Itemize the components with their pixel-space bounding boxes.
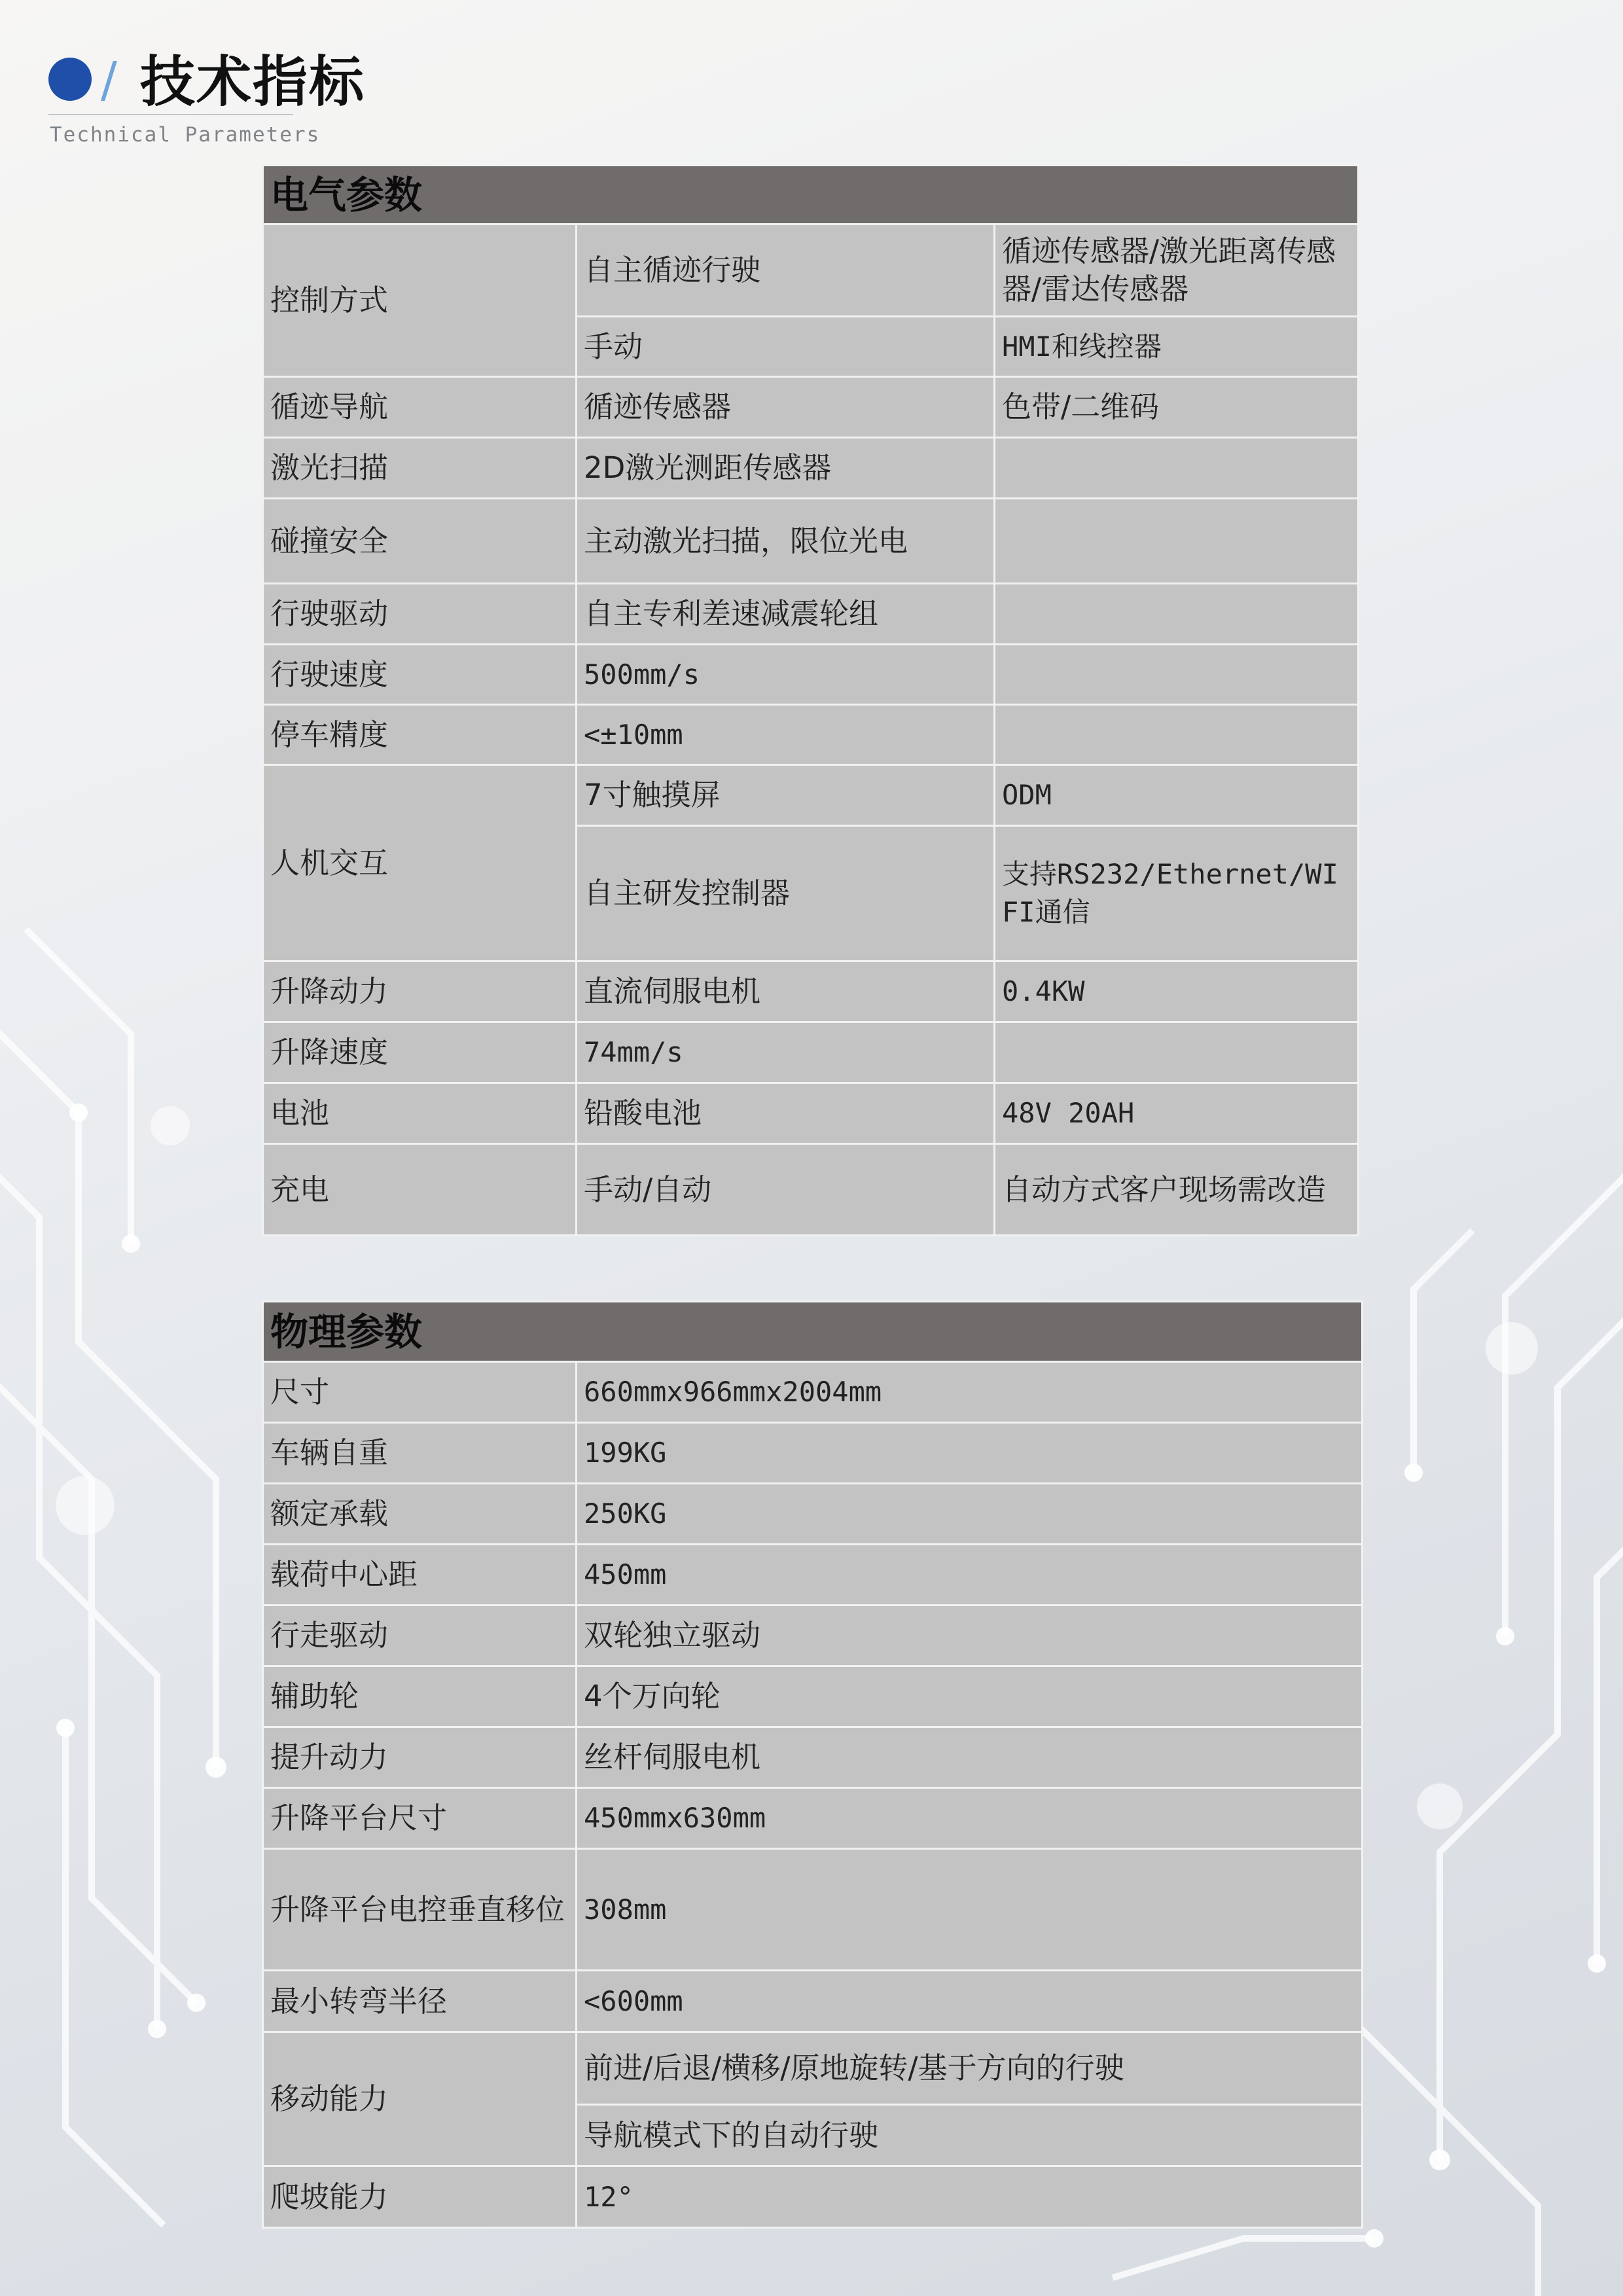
- row-detail: 色带/二维码: [995, 377, 1359, 438]
- table-row: [263, 1362, 1363, 1423]
- table-row: [263, 765, 1359, 826]
- row-value: 手动: [577, 317, 995, 377]
- table-row: [263, 224, 1359, 317]
- table-row: [263, 1666, 1363, 1727]
- row-value: 双轮独立驱动: [577, 1605, 1363, 1666]
- row-label: 最小转弯半径: [263, 1971, 577, 2032]
- row-label: 提升动力: [263, 1727, 577, 1788]
- row-label: 额定承载: [263, 1484, 577, 1545]
- row-label: 辅助轮: [263, 1666, 577, 1727]
- row-value: 导航模式下的自动行驶: [577, 2105, 1363, 2166]
- row-value: <±10mm: [577, 705, 995, 765]
- row-value: 自主专利差速减震轮组: [577, 584, 995, 645]
- table-row: [263, 1144, 1359, 1236]
- table-row: [263, 584, 1359, 645]
- row-label: 行驶驱动: [263, 584, 577, 645]
- table-row: [263, 2032, 1363, 2105]
- table-row: [263, 645, 1359, 705]
- row-value: 循迹传感器: [577, 377, 995, 438]
- table-row: [263, 961, 1359, 1022]
- physical-params-table: [262, 1300, 1363, 2229]
- table-row: [263, 1423, 1363, 1484]
- table-row: [263, 1083, 1359, 1144]
- row-value: 手动/自动: [577, 1144, 995, 1236]
- table-row: [263, 1788, 1363, 1849]
- row-value: 4个万向轮: [577, 1666, 1363, 1727]
- row-label: 控制方式: [263, 224, 577, 377]
- table-row: [263, 1971, 1363, 2032]
- section-title: 电气参数: [263, 166, 1359, 224]
- section-title: 物理参数: [263, 1302, 1363, 1362]
- title-dot-icon: [48, 58, 92, 101]
- row-detail: [995, 438, 1359, 499]
- row-value: 2D激光测距传感器: [577, 438, 995, 499]
- row-detail: 支持RS232/Ethernet/WIFI通信: [995, 826, 1359, 961]
- row-value: 丝杆伺服电机: [577, 1727, 1363, 1788]
- row-value: 直流伺服电机: [577, 961, 995, 1022]
- row-label: 升降平台尺寸: [263, 1788, 577, 1849]
- row-label: 升降动力: [263, 961, 577, 1022]
- row-detail: 48V 20AH: [995, 1083, 1359, 1144]
- row-value: 自主研发控制器: [577, 826, 995, 961]
- row-label: 升降速度: [263, 1022, 577, 1083]
- table-row: [263, 2166, 1363, 2228]
- row-label: 行驶速度: [263, 645, 577, 705]
- row-value: 主动激光扫描，限位光电: [577, 499, 995, 584]
- row-label: 行走驱动: [263, 1605, 577, 1666]
- row-label: 激光扫描: [263, 438, 577, 499]
- table-row: [263, 1545, 1363, 1605]
- row-label: 人机交互: [263, 765, 577, 961]
- row-detail: [995, 584, 1359, 645]
- section-header: [263, 1302, 1363, 1362]
- table-row: [263, 1605, 1363, 1666]
- row-value: 铅酸电池: [577, 1083, 995, 1144]
- row-detail: 循迹传感器/激光距离传感器/雷达传感器: [995, 224, 1359, 317]
- row-detail: 自动方式客户现场需改造: [995, 1144, 1359, 1236]
- row-detail: [995, 705, 1359, 765]
- row-detail: 0.4KW: [995, 961, 1359, 1022]
- row-value: 7寸触摸屏: [577, 765, 995, 826]
- row-value: 12°: [577, 2166, 1363, 2228]
- row-value: 450mm: [577, 1545, 1363, 1605]
- electrical-params-table: [262, 164, 1359, 1236]
- row-label: 停车精度: [263, 705, 577, 765]
- row-value: 660mmx966mmx2004mm: [577, 1362, 1363, 1423]
- row-label: 尺寸: [263, 1362, 577, 1423]
- row-label: 充电: [263, 1144, 577, 1236]
- row-label: 移动能力: [263, 2032, 577, 2166]
- table-row: [263, 1022, 1359, 1083]
- table-row: [263, 705, 1359, 765]
- row-value: 自主循迹行驶: [577, 224, 995, 317]
- row-value: 450mmx630mm: [577, 1788, 1363, 1849]
- row-value: 250KG: [577, 1484, 1363, 1545]
- table-row: [263, 499, 1359, 584]
- section-header: [263, 166, 1359, 224]
- page-title: 技术指标: [140, 50, 366, 114]
- row-detail: HMI和线控器: [995, 317, 1359, 377]
- row-value: 74mm/s: [577, 1022, 995, 1083]
- table-row: [263, 1484, 1363, 1545]
- row-label: 碰撞安全: [263, 499, 577, 584]
- row-label: 升降平台电控垂直移位: [263, 1849, 577, 1971]
- row-value: 500mm/s: [577, 645, 995, 705]
- row-value: 308mm: [577, 1849, 1363, 1971]
- row-detail: [995, 499, 1359, 584]
- row-label: 爬坡能力: [263, 2166, 577, 2228]
- table-row: [263, 377, 1359, 438]
- row-label: 循迹导航: [263, 377, 577, 438]
- row-label: 车辆自重: [263, 1423, 577, 1484]
- row-detail: ODM: [995, 765, 1359, 826]
- title-slash: /: [101, 52, 117, 108]
- table-row: [263, 438, 1359, 499]
- title-divider: [48, 114, 293, 115]
- row-label: 载荷中心距: [263, 1545, 577, 1605]
- row-detail: [995, 1022, 1359, 1083]
- row-value: 199KG: [577, 1423, 1363, 1484]
- table-row: [263, 1849, 1363, 1971]
- row-value: 前进/后退/横移/原地旋转/基于方向的行驶: [577, 2032, 1363, 2105]
- row-label: 电池: [263, 1083, 577, 1144]
- row-detail: [995, 645, 1359, 705]
- table-row: [263, 1727, 1363, 1788]
- row-value: <600mm: [577, 1971, 1363, 2032]
- page-subtitle: Technical Parameters: [50, 123, 321, 147]
